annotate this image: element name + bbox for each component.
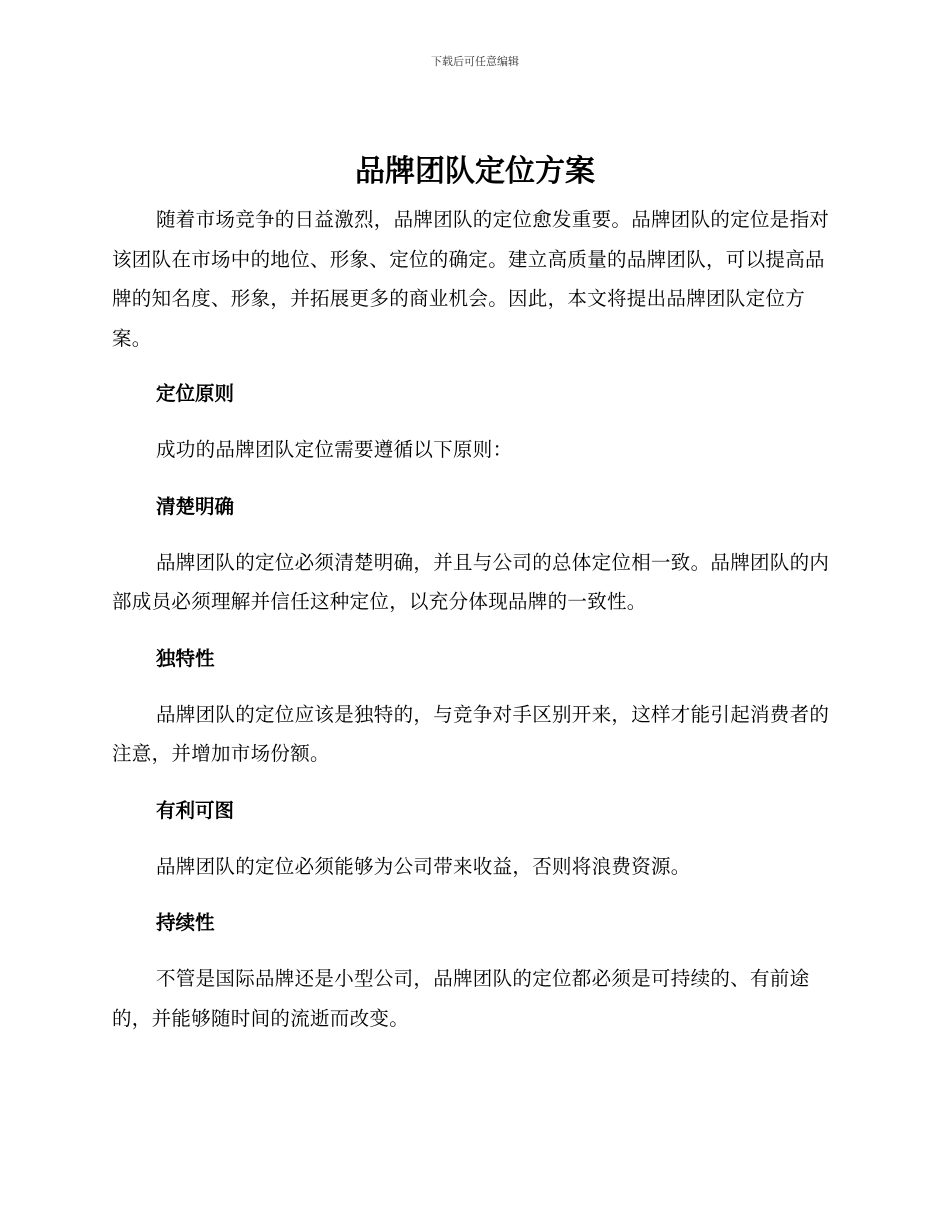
principle-text-profitability: 品牌团队的定位必须能够为公司带来收益，否则将浪费资源。 — [156, 854, 691, 878]
section-intro-paragraph: 成功的品牌团队定位需要遵循以下原则： — [156, 438, 513, 461]
principle-heading-uniqueness: 独特性 — [156, 646, 215, 670]
intro-paragraph: 随着市场竞争的日益激烈，品牌团队的定位愈发重要。品牌团队的定位是指对该团队在市场中的地位、形象、定位的确定。建立高质量的品牌团队，可以提高品牌的知名度、形象，并拓展更多的商业机会。因此，本文将提出品牌团队定位方案。 — [112, 208, 830, 350]
section-heading: 定位原则 — [156, 382, 235, 405]
document-title: 品牌团队定位方案 — [355, 154, 595, 189]
principle-heading-clarity: 清楚明确 — [156, 494, 235, 518]
principle-heading-sustainability: 持续性 — [156, 911, 215, 934]
principle-text-clarity: 品牌团队的定位必须清楚明确，并且与公司的总体定位相一致。品牌团队的内部成员必须理解并信任这种定位，以充分体现品牌的一致性。 — [112, 550, 830, 613]
principle-text-sustainability: 不管是国际品牌还是小型公司，品牌团队的定位都必须是可持续的、有前途的，并能够随时间的流逝而改变。 — [112, 967, 810, 1030]
principle-text-uniqueness: 品牌团队的定位应该是独特的，与竞争对手区别开来，这样才能引起消费者的注意，并增加市场份额。 — [112, 702, 830, 765]
principle-heading-profitability: 有利可图 — [156, 798, 235, 822]
document-body — [112, 200, 838, 1038]
header-note: 下载后可任意编辑 — [431, 55, 519, 68]
